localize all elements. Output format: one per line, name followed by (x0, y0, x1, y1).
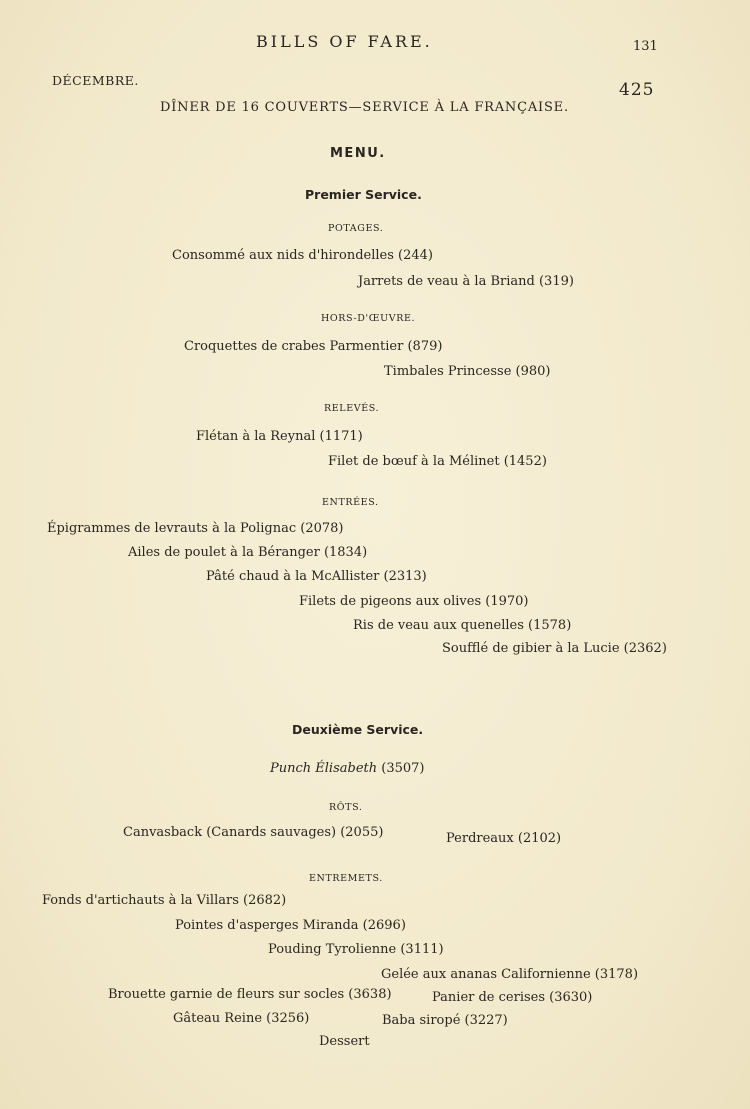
dish-item: Filet de bœuf à la Mélinet (1452) (328, 454, 547, 469)
dish-item: Timbales Princesse (980) (384, 364, 551, 379)
dish-item: Ailes de poulet à la Béranger (1834) (128, 545, 368, 560)
section-hors-doeuvre: HORS-D'ŒUVRE. (321, 313, 416, 324)
dish-item: Fonds d'artichauts à la Villars (2682) (42, 893, 287, 908)
dish-item: Baba siropé (3227) (382, 1013, 508, 1028)
dish-item: Gâteau Reine (3256) (173, 1011, 310, 1026)
dish-item: Panier de cerises (3630) (432, 990, 593, 1005)
dish-item: Pointes d'asperges Miranda (2696) (175, 918, 406, 933)
dish-item: Brouette garnie de fleurs sur socles (3638) (108, 987, 392, 1002)
dish-item: Perdreaux (2102) (446, 831, 562, 846)
dish-item: Gelée aux ananas Californienne (3178) (381, 967, 639, 982)
dish-item: Soufflé de gibier à la Lucie (2362) (442, 641, 667, 656)
dessert-item: Dessert (319, 1034, 370, 1049)
deuxieme-service-heading: Deuxième Service. (292, 722, 424, 737)
dish-item: Pouding Tyrolienne (3111) (268, 942, 444, 957)
section-releves: RELEVÉS. (324, 403, 380, 414)
premier-service-heading: Premier Service. (305, 187, 422, 202)
running-title: BILLS OF FARE. (256, 32, 433, 51)
punch-item: Punch Élisabeth (3507) (270, 761, 425, 776)
month-label: DÉCEMBRE. (52, 73, 139, 88)
section-entrees: ENTRÉES. (322, 497, 379, 508)
dish-item: Ris de veau aux quenelles (1578) (353, 618, 572, 633)
dish-item: Filets de pigeons aux olives (1970) (299, 594, 529, 609)
section-entremets: ENTREMETS. (309, 873, 383, 884)
section-potages: POTAGES. (328, 223, 384, 234)
menu-number: 425 (619, 80, 655, 100)
dish-item: Consommé aux nids d'hirondelles (244) (172, 248, 433, 263)
dish-item: Croquettes de crabes Parmentier (879) (184, 339, 443, 354)
dish-item: Canvasback (Canards sauvages) (2055) (123, 825, 384, 840)
dish-item: Épigrammes de levrauts à la Polignac (2078) (47, 521, 344, 536)
dish-item: Flétan à la Reynal (1171) (196, 429, 363, 444)
section-rots: RÔTS. (329, 802, 363, 813)
menu-heading: MENU. (330, 146, 386, 161)
dish-item: Jarrets de veau à la Briand (319) (358, 274, 574, 289)
page-folio: 131 (633, 39, 658, 54)
dish-item: Pâté chaud à la McAllister (2313) (206, 569, 427, 584)
dinner-title: DÎNER DE 16 COUVERTS—SERVICE À LA FRANÇAISE. (160, 100, 569, 115)
